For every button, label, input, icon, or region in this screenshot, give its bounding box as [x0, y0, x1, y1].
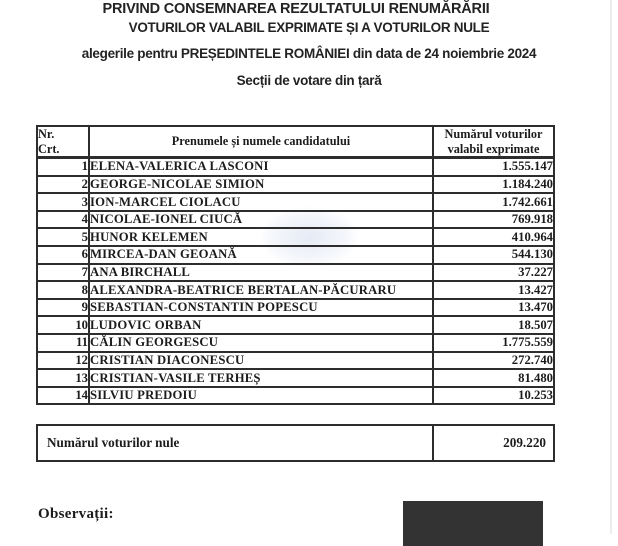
document-title-line-2: VOTURILOR VALABIL EXPRIMATE ȘI A VOTURILOR NULE [128, 20, 490, 35]
row-number: 2 [37, 176, 89, 194]
candidate-name: LUDOVIC ORBAN [89, 316, 433, 334]
vote-count: 13.427 [433, 281, 554, 299]
row-number: 13 [37, 369, 89, 387]
table-row [37, 369, 554, 387]
table-row [37, 211, 554, 229]
null-votes-label: Numărul voturilor nule [37, 425, 433, 461]
candidate-name: SEBASTIAN-CONSTANTIN POPESCU [89, 299, 433, 317]
row-number: 12 [37, 352, 89, 370]
candidate-name: CĂLIN GEORGESCU [89, 334, 433, 352]
candidate-name: HUNOR KELEMEN [89, 228, 433, 246]
row-number: 11 [37, 334, 89, 352]
candidate-name: ALEXANDRA-BEATRICE BERTALAN-PĂCURARU [89, 281, 433, 299]
candidate-name: ANA BIRCHALL [89, 264, 433, 282]
vote-count: 272.740 [433, 352, 554, 370]
candidate-name: ELENA-VALERICA LASCONI [89, 158, 433, 176]
table-header-row [37, 126, 554, 158]
row-number: 5 [37, 228, 89, 246]
header-candidate: Prenumele și numele candidatului [89, 126, 433, 158]
vote-count: 1.775.559 [433, 334, 554, 352]
document-title-clipped-text: PRIVIND CONSEMNAREA REZULTATULUI RENUMĂRĂRII [102, 1, 490, 17]
results-table [36, 125, 555, 405]
candidate-name: NICOLAE-IONEL CIUCĂ [89, 211, 433, 229]
header-votes-line1: Numărul voturilor [444, 127, 543, 141]
document-title-clipped [0, 0, 618, 17]
document-subtitle: Secții de votare din țară [236, 73, 382, 88]
candidate-name: SILVIU PREDOIU [89, 387, 433, 405]
header-nr-crt [37, 126, 89, 158]
table-row [37, 264, 554, 282]
row-number: 7 [37, 264, 89, 282]
vote-count: 1.555.147 [433, 158, 554, 176]
table-row [37, 246, 554, 264]
table-row [37, 158, 554, 176]
observations-label: Observații: [38, 506, 114, 522]
table-row [37, 387, 554, 405]
vote-count: 1.742.661 [433, 193, 554, 211]
vote-count: 10.253 [433, 387, 554, 405]
vote-count: 81.480 [433, 369, 554, 387]
vote-count: 544.130 [433, 246, 554, 264]
vote-count: 1.184.240 [433, 176, 554, 194]
header-nr-line2: Crt. [38, 141, 60, 156]
header-votes-line2: valabil exprimate [447, 141, 540, 156]
row-number: 3 [37, 193, 89, 211]
row-number: 8 [37, 281, 89, 299]
vote-count: 769.918 [433, 211, 554, 229]
null-votes-value: 209.220 [433, 425, 554, 461]
table-row [37, 334, 554, 352]
vote-count: 13.470 [433, 299, 554, 317]
vote-count: 18.507 [433, 316, 554, 334]
row-number: 14 [37, 387, 89, 405]
row-number: 4 [37, 211, 89, 229]
document-title-line-3: alegerile pentru PREȘEDINTELE ROMÂNIEI din data de 24 noiembrie 2024 [81, 46, 537, 61]
vote-count: 410.964 [433, 228, 554, 246]
row-number: 6 [37, 246, 89, 264]
row-number: 10 [37, 316, 89, 334]
table-row [37, 352, 554, 370]
table-row [37, 228, 554, 246]
header-nr-line1: Nr. [38, 127, 55, 141]
table-row [37, 316, 554, 334]
row-number: 9 [37, 299, 89, 317]
table-row [37, 281, 554, 299]
candidate-name: CRISTIAN DIACONESCU [89, 352, 433, 370]
row-number: 1 [37, 158, 89, 176]
candidate-name: CRISTIAN-VASILE TERHEȘ [89, 369, 433, 387]
candidate-name: MIRCEA-DAN GEOANĂ [89, 246, 433, 264]
table-row [37, 299, 554, 317]
redacted-box [403, 501, 543, 546]
header-votes [433, 126, 554, 158]
vote-count: 37.227 [433, 264, 554, 282]
scan-page-edge [610, 0, 612, 534]
table-row [37, 193, 554, 211]
table-row [37, 176, 554, 194]
candidate-name: GEORGE-NICOLAE SIMION [89, 176, 433, 194]
null-votes-table [36, 424, 555, 462]
null-votes-row [37, 425, 554, 461]
candidate-name: ION-MARCEL CIOLACU [89, 193, 433, 211]
